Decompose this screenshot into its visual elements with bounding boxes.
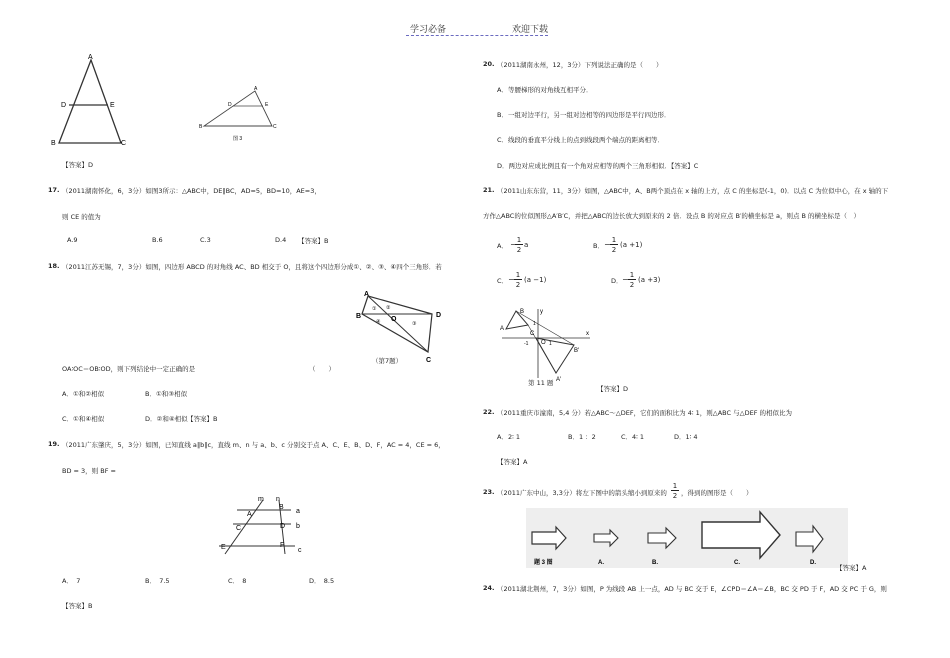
q21-option-d-frac-num: 1 <box>629 271 635 279</box>
q23-frac-num: 1 <box>672 482 678 490</box>
q19-fig-C: C <box>236 525 242 532</box>
q21-option-d-tail: (a +3) <box>638 276 661 284</box>
q23-fig-label-a: A. <box>598 560 604 566</box>
fig3-A: A <box>254 86 258 92</box>
answer-16: 【答案】D <box>62 161 94 169</box>
q17-option-b: B.6 <box>152 236 163 244</box>
q18-option-d: D．②和④相似 <box>145 415 188 423</box>
q24-text: （2011湖北荆州，7，3分）如图，P 为线段 AB 上一点，AD 与 BC 交于 E，∠CPD＝∠A＝∠B，BC 交 PD 于 F，AD 交 PC 于 G，则 <box>497 585 887 593</box>
q23-fig-label-c: C. <box>734 560 740 566</box>
q19-fig-c: c <box>298 547 302 554</box>
fig-label-D: D <box>61 102 67 109</box>
q19-text: （2011广东肇庆，5，3分）如图，已知直线 a∥b∥c，直线 m、n 与 a、b、c 分别交于点 A、C、E、B、D、F，AC = 4，CE = 6， <box>62 441 445 449</box>
q19-option-b: B． 7.5 <box>145 577 170 585</box>
q19-fig-E: E <box>221 544 226 551</box>
q22-text: （2011重庆市潼南，5,4 分）若△ABC～△DEF，它们的面积比为 4∶ 1，则△ABC 与△DEF 的相似比为 <box>497 409 793 417</box>
q23-fig-label-d: D. <box>810 560 816 566</box>
fig-label-A: A <box>88 54 93 61</box>
q18-option-c: C．①和④相似 <box>62 415 105 423</box>
header-underline <box>406 35 548 36</box>
q21-option-d-frac-den: 2 <box>629 281 635 289</box>
q19-line2: BD = 3，则 BF = <box>62 467 116 475</box>
q18-number: 18. <box>48 262 60 270</box>
q19-fig-a: a <box>296 508 300 515</box>
q21-fig-x: x <box>586 331 589 337</box>
q21-option-b-frac-num: 1 <box>611 236 617 244</box>
q17-option-d: D.4 <box>275 236 287 244</box>
q20-text: （2011湖南永州，12，3分）下列说法正确的是（ ） <box>497 61 663 69</box>
q19-fig-B: B <box>279 504 284 511</box>
q19-option-a: A． 7 <box>62 577 81 585</box>
q21-figure-caption: 第 11 题 <box>528 379 554 387</box>
q21-fig-C: C <box>530 331 535 337</box>
q18-option-b: B．①和③相似 <box>145 390 188 398</box>
fig3-B: B <box>199 124 203 130</box>
q20-option-a: A．等腰梯形的对角线互相平分． <box>497 86 593 94</box>
q23-frac-den: 2 <box>672 492 678 500</box>
q19-fig-n: n <box>276 496 280 503</box>
q21-option-a-label: A． <box>497 242 508 250</box>
fig-label-B: B <box>51 140 56 147</box>
q21-number: 21. <box>483 186 495 194</box>
q21-fig-O: O <box>541 340 546 346</box>
q17-answer: 【答案】B <box>298 237 329 245</box>
q21-option-a-frac-den: 2 <box>516 246 522 254</box>
q21-fig-x-neg1: -1 <box>524 341 529 347</box>
q18-text: （2011江苏无锡，7，3分）如图，四边形 ABCD 的对角线 AC、BD 相交于 O，且将这个四边形分成①、②、③、④四个三角形．若 <box>62 263 442 271</box>
q21-option-c-tail: (a −1) <box>524 276 547 284</box>
arrows-svg <box>526 508 848 568</box>
q18-option-a: A．①和②相似 <box>62 390 105 398</box>
q20-option-c: C．线段的垂直平分线上的点到线段两个端点的距离相等． <box>497 136 665 144</box>
q21-fig-Bp: B′ <box>574 348 580 354</box>
q21-option-a-frac-num: 1 <box>516 236 522 244</box>
q23-number: 23. <box>483 488 495 496</box>
figure-3 <box>199 86 280 142</box>
q18-figure-caption: （第7题） <box>372 357 403 365</box>
q21-option-a-tail: a <box>524 241 529 249</box>
q19-option-c: C． 8 <box>228 577 247 585</box>
q21-option-b-neg: − <box>604 240 611 249</box>
q18-fig-region-3: ③ <box>412 321 417 327</box>
q22-option-a: A．2∶ 1 <box>497 433 520 441</box>
header-right: 欢迎下载 <box>512 25 549 35</box>
q21-option-b-tail: (a +1) <box>620 241 643 249</box>
q23-answer: 【答案】A <box>836 564 867 572</box>
q17-number: 17. <box>48 186 60 194</box>
q19-answer: 【答案】B <box>62 602 93 610</box>
q19-fig-F: F <box>280 542 285 549</box>
q22-option-d: D．1∶ 4 <box>674 433 698 441</box>
q20-number: 20. <box>483 60 495 68</box>
q21-option-a-neg: − <box>510 240 517 249</box>
q21-option-b-frac-den: 2 <box>611 246 617 254</box>
fig3-E: E <box>265 102 269 108</box>
q19-fig-D: D <box>280 523 286 530</box>
q18-fig-C: C <box>426 357 432 364</box>
fig-label-C: C <box>121 140 127 147</box>
q18-fig-region-1: ① <box>372 306 377 312</box>
parallel-lines-figure <box>215 494 315 559</box>
q18-fig-O: O <box>391 316 397 323</box>
q22-option-c: C．4∶ 1 <box>621 433 645 441</box>
q21-fig-Ap: A′ <box>556 377 562 383</box>
q23-fig-label-b: B. <box>652 560 658 566</box>
q18-fig-region-2: ② <box>386 305 391 311</box>
fig-label-E: E <box>110 102 115 109</box>
header-left: 学习必备 <box>410 25 447 35</box>
q21-fig-y: y <box>540 309 543 315</box>
q21-fig-B: B <box>520 309 525 315</box>
q22-number: 22. <box>483 408 495 416</box>
q21-answer: 【答案】D <box>597 385 629 393</box>
q19-fig-m: m <box>258 496 264 503</box>
q19-number: 19. <box>48 440 60 448</box>
q21-text: （2011山东东营，11，3分）如图，△ABC中，A、B两个顶点在 x 轴的上方，点 C 的坐标是(-1，0)．以点 C 为位似中心，在 x 轴的下 <box>497 187 889 195</box>
q18-fig-A: A <box>364 291 370 298</box>
q17-option-c: C.3 <box>200 236 211 244</box>
q21-fig-x-1: 1 <box>549 341 552 347</box>
q21-option-b-label: B． <box>593 242 604 250</box>
triangle-figure <box>51 54 135 150</box>
q22-option-b: B．1 ：2 <box>568 433 596 441</box>
q21-option-c-frac-num: 1 <box>515 271 521 279</box>
q21-option-d-label: D． <box>611 277 623 285</box>
q18-line2: OA∶OC＝OB∶OD，则下列结论中一定正确的是 <box>62 365 196 373</box>
coordinate-figure <box>498 303 598 385</box>
q19-fig-b: b <box>296 523 300 530</box>
q23-fig-label-main: 题 3 图 <box>534 560 553 566</box>
q21-line2: 方作△ABC的位似图形△A′B′C，并把△ABC的边长放大到原来的 2 倍．设点 B 的对应点 B′的横坐标是 a，则点 B 的横坐标是（ ） <box>483 212 861 220</box>
fig3-C: C <box>273 124 277 130</box>
q18-fig-B: B <box>356 313 362 320</box>
q23-text-post: ，得到的图形是（ ） <box>681 489 753 497</box>
q20-option-b: B．一组对边平行，另一组对边相等的四边形是平行四边形． <box>497 111 671 119</box>
q21-option-c-neg: − <box>508 275 515 284</box>
fig3-caption: 图 3 <box>233 136 243 142</box>
q18-paren: （ ） <box>309 365 335 373</box>
fig3-D: D <box>228 102 232 108</box>
q19-fig-A: A <box>247 511 252 518</box>
q17-line2: 则 CE 的值为 <box>62 213 101 221</box>
q21-option-d-neg: − <box>622 275 629 284</box>
q21-option-c-label: C． <box>497 277 509 285</box>
q22-answer: 【答案】A <box>497 458 528 466</box>
q20-option-d: D．两边对应成比例且有一个角对应相等的两个三角形相似．【答案】C <box>497 162 699 170</box>
q21-option-c-frac-den: 2 <box>515 281 521 289</box>
q17-option-a: A.9 <box>67 236 78 244</box>
q21-fig-y-1: 1 <box>533 321 536 327</box>
q21-fig-A: A <box>500 326 505 332</box>
q19-option-d: D． 8.5 <box>309 577 335 585</box>
q24-number: 24. <box>483 584 495 592</box>
q18-answer: 【答案】B <box>187 415 218 423</box>
q18-fig-D: D <box>436 312 442 319</box>
q17-text: （2011湖南怀化，6，3分）如图3所示：△ABC中，DE∥BC，AD=5，BD=10，AE=3， <box>62 187 321 195</box>
q18-fig-region-4: ④ <box>376 319 381 325</box>
q23-text-pre: （2011广东中山，3,3分）将左下图中的箭头缩小到原来的 <box>497 489 667 497</box>
